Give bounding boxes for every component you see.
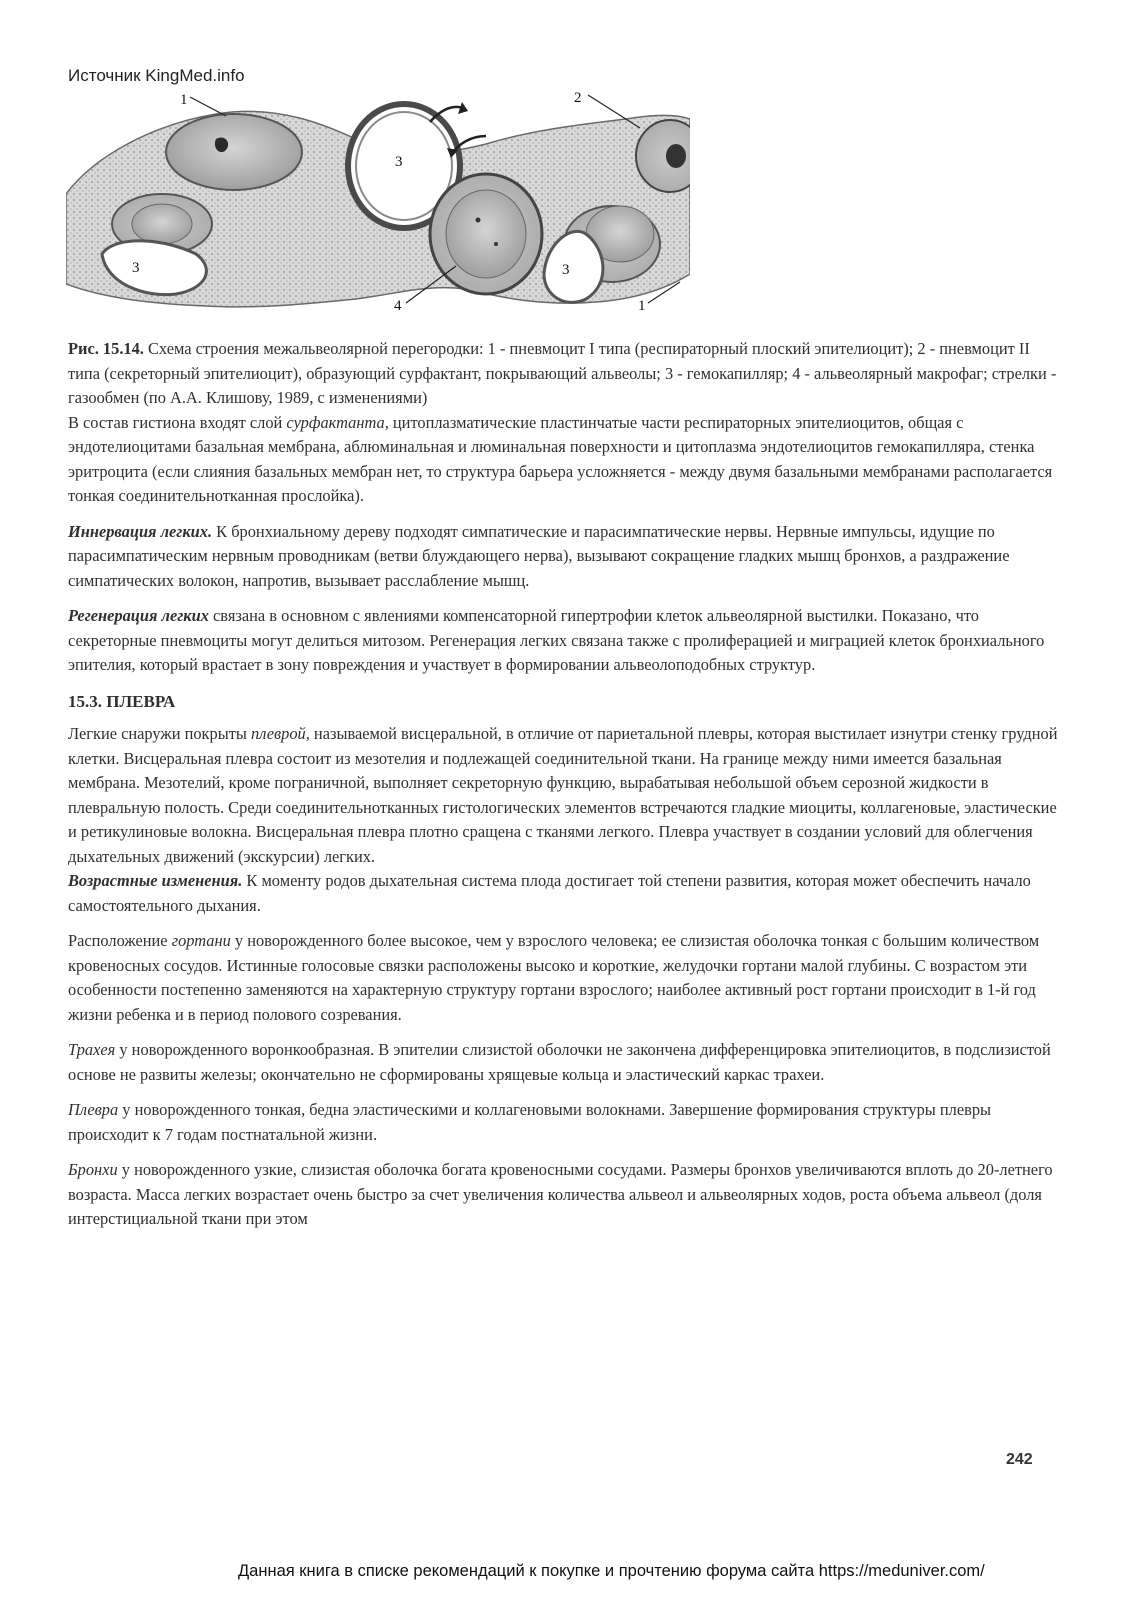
term-larynx: гортани [171,931,231,950]
larynx-text-post: у новорожденного более высокое, чем у взрослого человека; ее слизистая оболочка тонкая с большим количеством кровеносных сосудов. Истинные голосовые связки расположены высоко и короткие, желудочки гортани малой глубины. С возрастом эти особенности постепенно заменяются на характерную структуру гортани взрослого; наиболее активный рост гортани происходит в 1-й год жизни ребенка и в период полового созревания. [68,931,1040,1024]
paragraph-pleura [68,722,1064,869]
page-content [68,337,1064,1232]
label-pneumocyte2: 2 [574,90,582,106]
source-header: Источник KingMed.info [68,66,245,85]
label-capillary-center: 3 [395,154,403,170]
label-capillary-right: 3 [562,262,570,278]
larynx-text-pre: Расположение [68,931,172,950]
footer-note: Данная книга в списке рекомендаций к покупке и прочтению форума сайта https://meduniver.com/ [238,1562,985,1580]
pleura-newborn-text: у новорожденного тонкая, бедна эластическими и коллагеновыми волокнами. Завершение формирования структуры плевры происходит к 7 годам постнатальной жизни. [68,1100,992,1144]
paragraph-regeneration [68,604,1064,678]
paragraph-pleura-newborn [68,1098,1064,1147]
term-bronchi: Бронхи [68,1160,118,1179]
paragraph-histion [68,411,1064,509]
label-pneumocyte1-top: 1 [180,92,188,108]
term-pleura-newborn: Плевра [68,1100,119,1119]
caption-label: Рис. 15.14. [68,339,144,358]
paragraph-age-changes [68,869,1064,918]
figure-caption [68,337,1064,411]
term-surfactant: сурфактанта, [286,412,389,432]
paragraph-innervation [68,520,1064,594]
pleura-text-post: называемой висцеральной, в отличие от париетальной плевры, которая выстилает изнутри стенку грудной клетки. Висцеральная плевра состоит из мезотелия и подлежащей соединительной ткани. На границе между ними имеется базальная мембрана. Мезотелий, кроме пограничной, выполняет секреторную функцию, вырабатывая небольшой объем серозной жидкости в плевральную полость. Среди соединительнотканных гистологических элементов встречаются гладкие миоциты, коллагеновые, эластические и ретикулиновые волокна. Висцеральная плевра плотно сращена с тканями легкого. Плевра участвует в создании условий для облегчения дыхательных движений (экскурсии) легких. [68,724,1058,866]
page-number: 242 [1006,1451,1033,1468]
label-macrophage: 4 [394,298,402,314]
label-capillary-left: 3 [132,260,140,276]
term-pleura: плеврой, [251,724,310,743]
section-heading: 15.3. ПЛЕВРА [68,691,176,711]
caption-text: Схема строения межальвеолярной перегородки: 1 - пневмоцит I типа (респираторный плоский эпителиоцит); 2 - пневмоцит II типа (секреторный эпителиоцит), образующий сурфактант, покрывающий альвеолы; 3 - гемокапилляр; 4 - альвеолярный макрофаг; стрелки - газообмен (по А.А. Клишову, 1989, с изменениями) [68,339,1057,407]
regeneration-text: связана в основном с явлениями компенсаторной гипертрофии клеток альвеолярной выстилки. Показано, что секреторные пневмоциты могут делиться митозом. Регенерация легких связана также с пролиферацией и миграцией клеток бронхиального эпителия, который врастает в зону повреждения и участвует в формировании альвеолоподобных структур. [68,606,1045,674]
bronchi-text: у новорожденного узкие, слизистая оболочка богата кровеносными сосудами. Размеры бронхов увеличиваются вплоть до 20-летнего возраста. Масса легких возрастает очень быстро за счет увеличения количества альвеол и альвеолярных ходов, роста объема альвеол (доля интерстициальной ткани при этом [68,1160,1053,1228]
trachea-text: у новорожденного воронкообразная. В эпителии слизистой оболочки не закончена дифференцировка эпителиоцитов, в подслизистой основе не развиты железы; окончательно не сформированы хрящевые кольца и эластический каркас трахеи. [68,1040,1051,1084]
pleura-text-pre: Легкие снаружи покрыты [68,724,251,743]
label-pneumocyte1-bottom: 1 [638,298,646,314]
innervation-text: К бронхиальному дереву подходят симпатические и парасимпатические нервы. Нервные импульсы, идущие по парасимпатическим нервным проводникам (ветви блуждающего нерва), вызывают сокращение гладких мышц бронхов, а раздражение симпатических волокон, напротив, вызывает расслабление мышц. [68,521,1010,590]
term-age-changes: Возрастные изменения. [68,871,243,890]
histion-text-post: цитоплазматические пластинчатые части респираторных эпителиоцитов, общая с эндотелиоцитами базальная мембрана, аблюминальная и люминальная поверхности и цитоплазма эндотелиоцитов гемокапилляра, стенка эритроцита (если слияния базальных мембран нет, то структура барьера усложняется - между двумя базальными мембранами располагается тонкая соединительнотканная прослойка). [68,412,1053,505]
term-trachea: Трахея [68,1040,116,1059]
histion-text-pre: В состав гистиона входят слой [68,412,287,432]
paragraph-bronchi [68,1158,1064,1232]
paragraph-trachea [68,1038,1064,1087]
term-innervation: Иннервация легких. [68,521,213,541]
paragraph-larynx [68,929,1064,1027]
interalveolar-septum-illustration [66,84,690,324]
term-regeneration: Регенерация легких [68,606,209,625]
age-changes-text: К моменту родов дыхательная система плода достигает той степени развития, которая может обеспечить начало самостоятельного дыхания. [68,871,1031,915]
